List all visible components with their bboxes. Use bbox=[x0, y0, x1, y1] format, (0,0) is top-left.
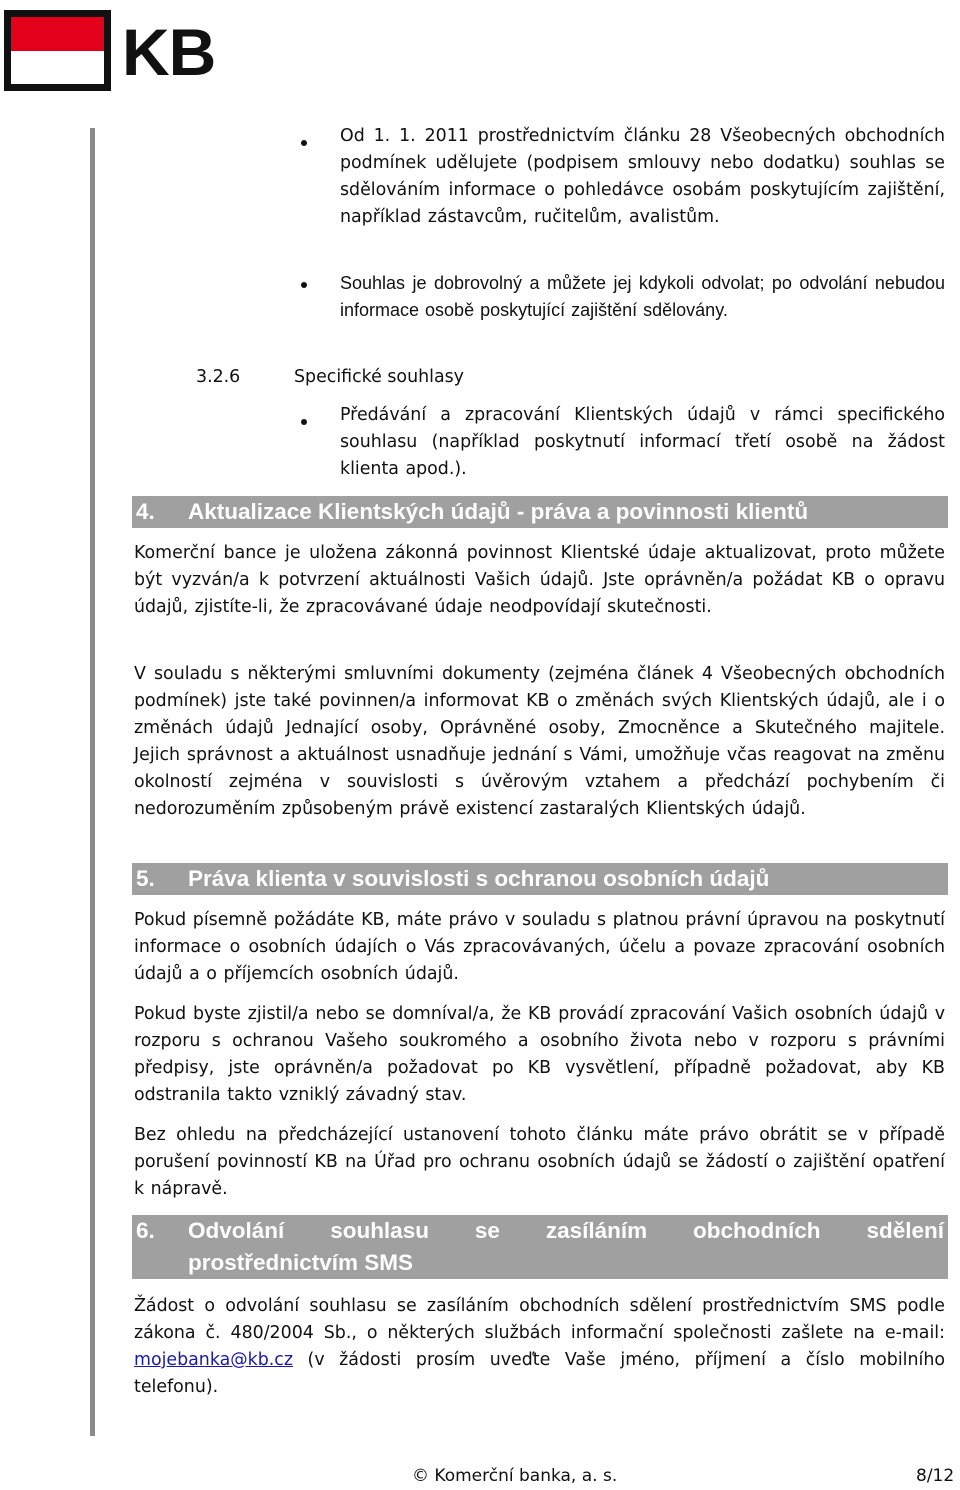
section-4-heading bbox=[132, 496, 948, 528]
section-5-paragraph-3: Bez ohledu na předcházející ustanovení tohoto článku máte právo obrátit se v případě porušení povinností KB na Úřad pro ochranu osobních údajů se žádostí o zajištění opatření k nápravě. bbox=[134, 1125, 945, 1199]
bullet-consent-voluntary: Souhlas je dobrovolný a můžete jej kdykoli odvolat; po odvolání nebudou informace osobě poskytující zajištění sdělovány. bbox=[340, 273, 945, 320]
section-6-text-before: Žádost o odvolání souhlasu se zasíláním obchodních sdělení prostřednictvím SMS podle zákona č. 480/2004 Sb., o některých službách informační společnosti zašlete na e-mail: bbox=[134, 1296, 945, 1343]
section-4-number: 4. bbox=[136, 499, 155, 524]
section-6-title-line-2: prostřednictvím SMS bbox=[188, 1250, 414, 1275]
section-5-paragraph-1: Pokud písemně požádáte KB, máte právo v souladu s platnou právní úpravou na poskytnutí informace o osobních údajích o Vás zpracovávaných, účelu a povaze zpracování osobních údajů a o příjemcích osobních údajů. bbox=[134, 910, 945, 984]
bullet-consent-pledgers: Od 1. 1. 2011 prostřednictvím článku 28 Všeobecných obchodních podmínek udělujete (podpisem smlouvy nebo dodatku) souhlas se sdělováním informace o pohledávce osobám poskytujícím zajištění, například zástavcům, ručitelům, avalistům. bbox=[340, 126, 945, 227]
kb-logo-red-field bbox=[11, 17, 104, 51]
subsection-heading bbox=[196, 364, 464, 391]
section-6-paragraph bbox=[134, 1293, 945, 1401]
section-6-number: 6. bbox=[136, 1218, 155, 1243]
subsection-title: Specifické souhlasy bbox=[294, 367, 464, 387]
footer-page-number: 8/12 bbox=[916, 1466, 955, 1486]
section-5-heading bbox=[132, 863, 948, 895]
left-margin-rule bbox=[90, 128, 95, 1436]
footer-copyright: © Komerční banka, a. s. bbox=[412, 1466, 618, 1486]
bullet-specific-consent: Předávání a zpracování Klientských údajů v rámci specifického souhlasu (například poskytnutí informací třetí osobě na žádost klienta apod.). bbox=[340, 405, 945, 479]
section-6-heading bbox=[132, 1215, 948, 1279]
section-5-title: Práva klienta v souvislosti s ochranou osobních údajů bbox=[188, 866, 770, 891]
subsection-number: 3.2.6 bbox=[196, 367, 241, 387]
section-4-paragraph-2: V souladu s některými smluvními dokumenty (zejména článek 4 Všeobecných obchodních podmínek) jste také povinnen/a informovat KB o změnách svých Klientských údajů, ale i o změnách údajů Jednající osoby, Oprávněné osoby, Zmocněnce a Skutečného majitele. Jejich správnost a aktuálnost usnadňuje jednání s Vámi, umožňuje včas reagovat na změnu okolností zejména v souvislosti s úvěrovým vztahem a předchází pochybením či nedorozuměním způsobeným právě existencí zastaralých Klientských údajů. bbox=[134, 664, 945, 819]
section-4-paragraph-1: Komerční bance je uložena zákonná povinnost Klientské údaje aktualizovat, proto můžete být vyzván/a k potvrzení aktuálnosti Vašich údajů. Jste oprávněn/a požádat KB o opravu údajů, zjistíte-li, že zpracovávané údaje neodpovídají skutečnosti. bbox=[134, 543, 945, 617]
bullet-marker bbox=[301, 419, 307, 425]
section-6-title-line-1: Odvolání souhlasu se zasíláním obchodních sdělení bbox=[188, 1218, 944, 1243]
section-5-paragraph-2: Pokud byste zjistil/a nebo se domníval/a, že KB provádí zpracování Vašich osobních údajů v rozporu s ochranou Vašeho soukromého a osobního života nebo v rozporu s právními předpisy, jste oprávněn/a požadovat po KB vysvětlení, případně požadovat, aby KB odstranila takto vzniklý závadný stav. bbox=[134, 1004, 945, 1105]
section-5-number: 5. bbox=[136, 866, 155, 891]
email-link[interactable]: mojebanka@kb.cz bbox=[134, 1350, 293, 1370]
bullet-marker bbox=[301, 140, 307, 146]
kb-logo-text: KB bbox=[122, 15, 216, 89]
section-4-title: Aktualizace Klientských údajů - práva a povinnosti klientů bbox=[188, 499, 809, 524]
bullet-marker bbox=[301, 282, 307, 288]
section-6-text-after: (v žádosti prosím uveďte Vaše jméno, příjmení a číslo mobilního telefonu). bbox=[134, 1350, 945, 1397]
kb-logo-white-field bbox=[11, 51, 104, 84]
